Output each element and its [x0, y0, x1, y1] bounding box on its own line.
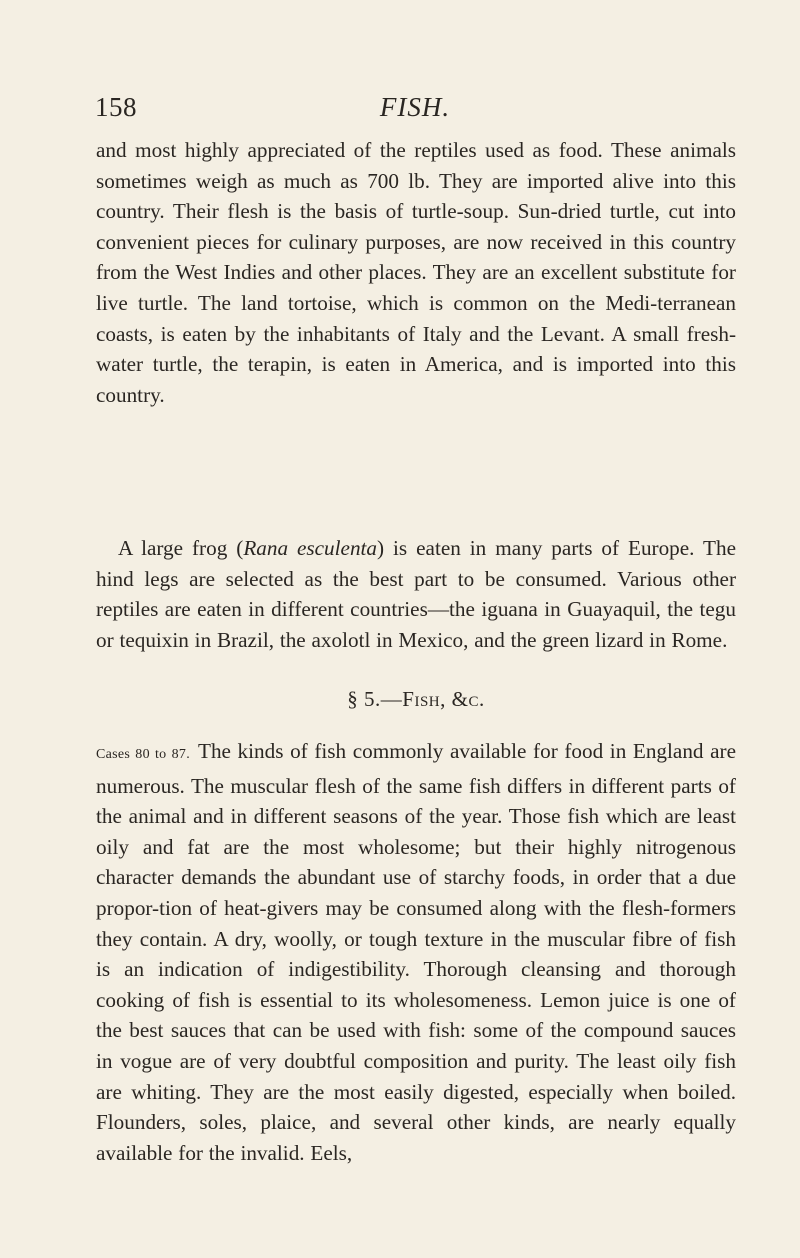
paragraph-frogs-before: A large frog ( — [118, 536, 244, 560]
paragraph-turtles: and most highly appreciated of the reptiles used as food. These animals sometimes weigh as much as 700 lb. They are imported alive into this country. Their flesh is the basis of turtle-soup. Sun-dried turtle, cut into convenient pieces for culinary purposes, are now received in this country from the West Indies and other places. They are an excellent substitute for live turtle. The land tortoise, which is common on the Medi-terranean coasts, is eaten by the inhabitants of Italy and the Levant. A small fresh-water turtle, the terapin, is eaten in America, and is imported into this country. — [96, 138, 736, 407]
section-heading — [96, 687, 736, 712]
paragraph-frogs — [96, 533, 736, 655]
paragraph-fish — [96, 736, 736, 1168]
species-name: Rana esculenta — [243, 536, 378, 560]
paragraph-frogs-after: ) is eaten in many parts of Europe. The hind legs are selected as the best part to be consumed. Various other reptiles are eaten in different countries—the iguana in Guayaquil, the tegu or tequixin in Brazil, the axolotl in Mexico, and the green lizard in Rome. — [96, 536, 736, 652]
section-title: Fish, &c. — [402, 687, 485, 711]
page-number: 158 — [95, 92, 137, 122]
running-head — [95, 92, 735, 126]
section-number: § 5.— — [347, 687, 403, 711]
paragraph-fish-text: The kinds of fish commonly available for food in England are numerous. The muscular flesh of the same fish differs in different parts of the animal and in different seasons of the year. Those fish which are least oily and fat are the most wholesome; but their highly nitrogenous character demands the abundant use of starchy foods, in order that a due propor-tion of heat-givers may be consumed along with the flesh-formers they contain. A dry, woolly, or tough texture in the muscular fibre of fish is an indication of indigestibility. Thorough cleansing and thorough cooking of fish is essential to its wholesomeness. Lemon juice is one of the best sauces that can be used with fish: some of the compound sauces in vogue are of very doubtful composition and purity. The least oily fish are whiting. They are the most easily digested, especially when boiled. Flounders, soles, plaice, and several other kinds, are nearly equally available for the invalid. Eels, — [96, 739, 736, 1165]
margin-note: Cases 80 to 87. — [96, 747, 190, 762]
running-title: FISH. — [379, 92, 451, 122]
